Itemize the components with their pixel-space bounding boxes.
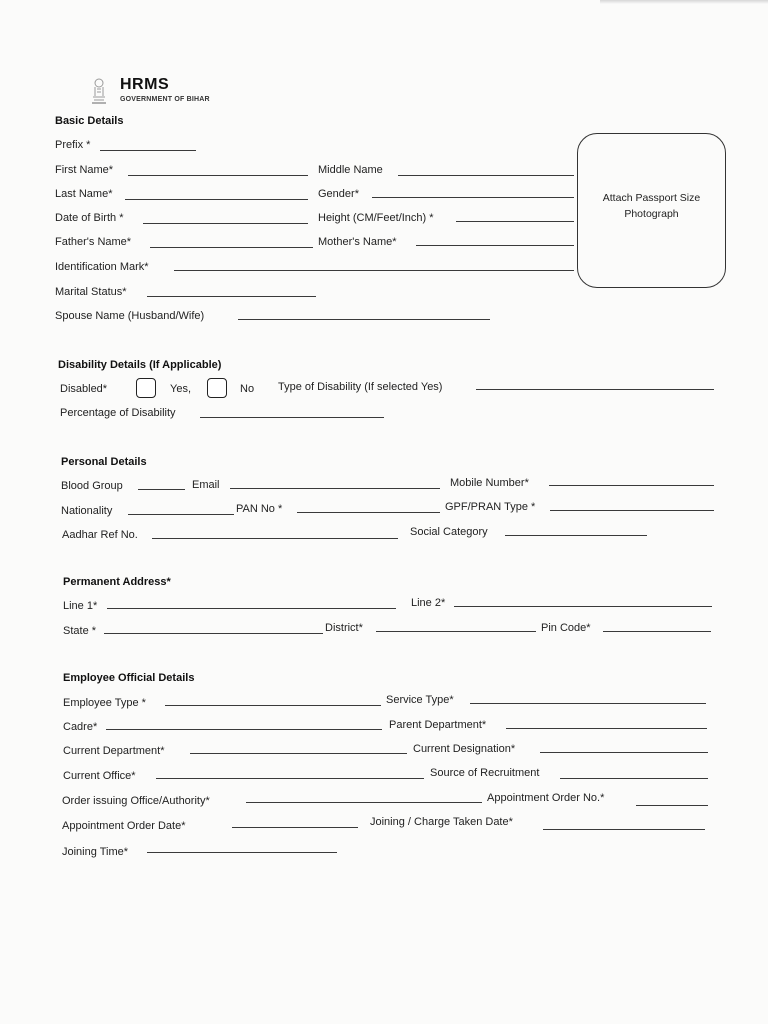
nationality-field[interactable]	[128, 514, 234, 515]
prefix-field[interactable]	[100, 150, 196, 151]
pan-field[interactable]	[297, 512, 440, 513]
address-line1-label: Line 1*	[63, 600, 98, 612]
photo-label-line1: Attach Passport Size	[602, 192, 701, 204]
current-office-label: Current Office*	[63, 770, 136, 782]
gender-field[interactable]	[372, 197, 574, 198]
service-type-label: Service Type*	[386, 694, 454, 706]
disability-percentage-field[interactable]	[200, 417, 384, 418]
disabled-no-checkbox[interactable]	[207, 378, 227, 398]
section-permanent-address: Permanent Address*	[63, 576, 171, 588]
middle-name-field[interactable]	[398, 175, 574, 176]
last-name-field[interactable]	[125, 199, 308, 200]
social-category-label: Social Category	[410, 526, 488, 538]
last-name-label: Last Name*	[55, 188, 113, 200]
section-personal-details: Personal Details	[61, 456, 147, 468]
disabled-yes-checkbox[interactable]	[136, 378, 156, 398]
district-label: District*	[325, 622, 363, 634]
spouse-name-field[interactable]	[238, 319, 490, 320]
passport-photo-box[interactable]	[577, 133, 726, 288]
disabled-yes-label: Yes,	[170, 383, 192, 395]
photo-label-line2: Photograph	[624, 208, 679, 220]
mother-name-field[interactable]	[416, 245, 574, 246]
disability-type-label: Type of Disability (If selected Yes)	[278, 381, 443, 393]
state-emblem-icon	[89, 76, 109, 106]
source-of-recruitment-field[interactable]	[560, 778, 708, 779]
appointment-order-no-field[interactable]	[636, 805, 708, 806]
blood-group-field[interactable]	[138, 489, 185, 490]
order-issuing-authority-label: Order issuing Office/Authority*	[62, 795, 210, 807]
app-title: HRMS	[120, 76, 170, 93]
disability-percentage-label: Percentage of Disability	[60, 407, 176, 419]
district-field[interactable]	[376, 631, 536, 632]
middle-name-label: Middle Name	[318, 164, 383, 176]
current-department-label: Current Department*	[63, 745, 165, 757]
joining-time-field[interactable]	[147, 852, 337, 853]
current-designation-label: Current Designation*	[413, 743, 516, 755]
disabled-no-label: No	[240, 383, 255, 395]
appointment-order-no-label: Appointment Order No.*	[487, 792, 605, 804]
first-name-label: First Name*	[55, 164, 114, 176]
gpf-pran-field[interactable]	[550, 510, 714, 511]
prefix-label: Prefix *	[55, 139, 91, 151]
aadhar-field[interactable]	[152, 538, 398, 539]
order-issuing-authority-field[interactable]	[246, 802, 482, 803]
pan-label: PAN No *	[236, 503, 283, 515]
parent-department-field[interactable]	[506, 728, 707, 729]
page-edge-shadow	[600, 0, 768, 4]
app-subtitle: GOVERNMENT OF BIHAR	[120, 96, 210, 103]
cadre-label: Cadre*	[63, 721, 98, 733]
email-field[interactable]	[230, 488, 440, 489]
parent-department-label: Parent Department*	[389, 719, 487, 731]
father-name-field[interactable]	[150, 247, 313, 248]
section-disability-details: Disability Details (If Applicable)	[58, 359, 222, 371]
mother-name-label: Mother's Name*	[318, 236, 397, 248]
marital-status-field[interactable]	[147, 296, 316, 297]
aadhar-label: Aadhar Ref No.	[62, 529, 138, 541]
mobile-number-label: Mobile Number*	[450, 477, 529, 489]
service-type-field[interactable]	[470, 703, 706, 704]
joining-date-label: Joining / Charge Taken Date*	[370, 816, 513, 828]
disabled-label: Disabled*	[60, 383, 108, 395]
pin-code-field[interactable]	[603, 631, 711, 632]
current-department-field[interactable]	[190, 753, 407, 754]
current-office-field[interactable]	[156, 778, 424, 779]
blood-group-label: Blood Group	[61, 480, 123, 492]
current-designation-field[interactable]	[540, 752, 708, 753]
section-employee-official-details: Employee Official Details	[63, 672, 195, 684]
address-line2-label: Line 2*	[411, 597, 446, 609]
first-name-field[interactable]	[128, 175, 308, 176]
section-basic-details: Basic Details	[55, 115, 124, 127]
pin-code-label: Pin Code*	[541, 622, 591, 634]
dob-label: Date of Birth *	[55, 212, 124, 224]
mobile-number-field[interactable]	[549, 485, 714, 486]
identification-mark-field[interactable]	[174, 270, 574, 271]
disability-type-field[interactable]	[476, 389, 714, 390]
father-name-label: Father's Name*	[55, 236, 132, 248]
joining-time-label: Joining Time*	[62, 846, 129, 858]
joining-date-field[interactable]	[543, 829, 705, 830]
nationality-label: Nationality	[61, 505, 113, 517]
dob-field[interactable]	[143, 223, 308, 224]
employee-type-field[interactable]	[165, 705, 381, 706]
address-line2-field[interactable]	[454, 606, 712, 607]
spouse-name-label: Spouse Name (Husband/Wife)	[55, 310, 205, 322]
height-label: Height (CM/Feet/Inch) *	[318, 212, 434, 224]
state-field[interactable]	[104, 633, 323, 634]
social-category-field[interactable]	[505, 535, 647, 536]
height-field[interactable]	[456, 221, 574, 222]
email-label: Email	[192, 479, 220, 491]
appointment-order-date-field[interactable]	[232, 827, 358, 828]
cadre-field[interactable]	[106, 729, 382, 730]
marital-status-label: Marital Status*	[55, 286, 127, 298]
employee-type-label: Employee Type *	[63, 697, 146, 709]
gpf-pran-label: GPF/PRAN Type *	[445, 501, 536, 513]
address-line1-field[interactable]	[107, 608, 396, 609]
appointment-order-date-label: Appointment Order Date*	[62, 820, 186, 832]
gender-label: Gender*	[318, 188, 359, 200]
source-of-recruitment-label: Source of Recruitment	[430, 767, 540, 779]
identification-mark-label: Identification Mark*	[55, 261, 149, 273]
state-label: State *	[63, 625, 97, 637]
